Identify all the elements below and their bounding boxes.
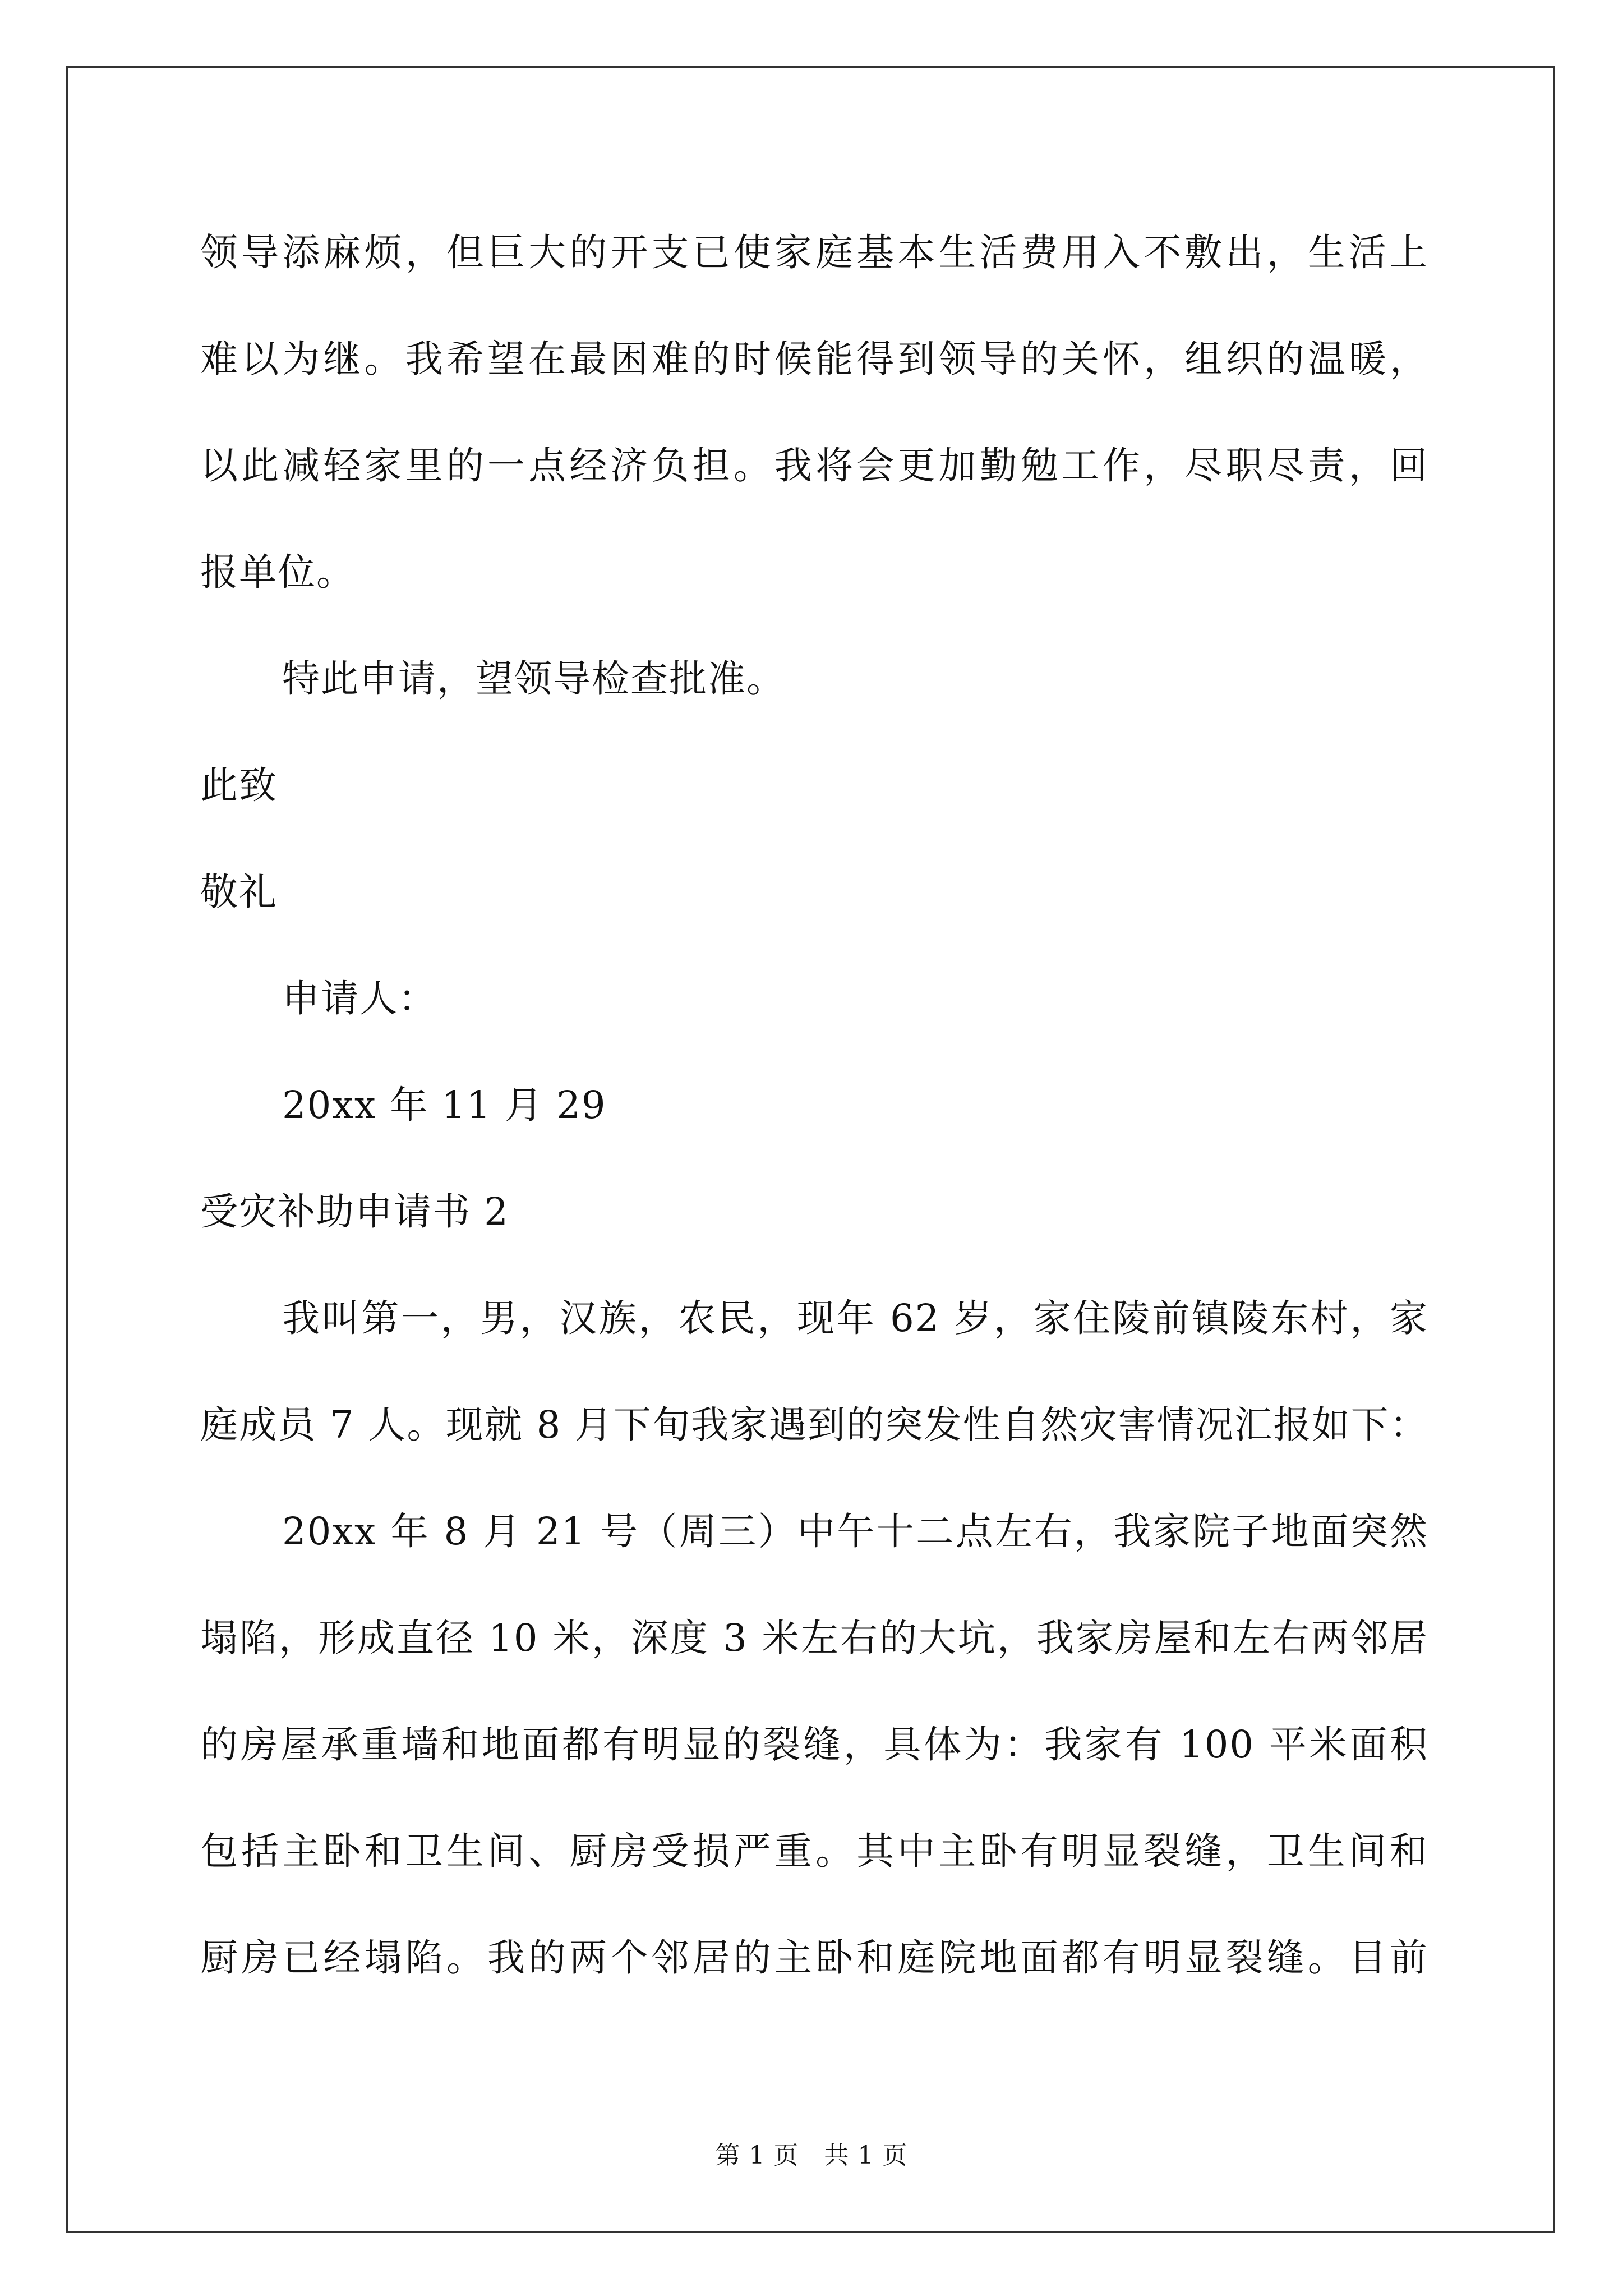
body-line-16: 包括主卧和卫生间、厨房受损严重。其中主卧有明显裂缝，卫生间和 xyxy=(200,1829,1428,1873)
body-line-17: 厨房已经塌陷。我的两个邻居的主卧和庭院地面都有明显裂缝。目前 xyxy=(200,1936,1428,1980)
body-line-13: 20xx 年 8 月 21 号（周三）中午十二点左右，我家院子地面突然 xyxy=(282,1510,1428,1553)
body-line-1: 领导添麻烦，但巨大的开支已使家庭基本生活费用入不敷出，生活上 xyxy=(200,231,1428,274)
body-line-14: 塌陷，形成直径 10 米，深度 3 米左右的大坑，我家房屋和左右两邻居 xyxy=(200,1616,1428,1660)
page-border xyxy=(66,66,1555,2233)
date-line: 20xx 年 11 月 29 xyxy=(282,1083,607,1127)
body-line-4: 报单位。 xyxy=(200,550,355,594)
request-closing-line: 特此申请，望领导检查批准。 xyxy=(282,657,785,701)
body-line-3: 以此减轻家里的一点经济负担。我将会更加勤勉工作，尽职尽责，回 xyxy=(200,444,1428,487)
section-heading: 受灾补助申请书 2 xyxy=(200,1190,509,1234)
page-footer: 第 1 页 共 1 页 xyxy=(715,2141,908,2170)
applicant-label: 申请人： xyxy=(282,977,437,1020)
body-line-12: 庭成员 7 人。现就 8 月下旬我家遇到的突发性自然灾害情况汇报如下： xyxy=(200,1403,1428,1447)
regards-line: 敬礼 xyxy=(200,870,278,914)
body-line-11: 我叫第一，男，汉族，农民，现年 62 岁，家住陵前镇陵东村，家 xyxy=(282,1296,1428,1340)
body-line-2: 难以为继。我希望在最困难的时候能得到领导的关怀，组织的温暖， xyxy=(200,337,1428,381)
salutation-line: 此致 xyxy=(200,763,278,807)
body-line-15: 的房屋承重墙和地面都有明显的裂缝，具体为：我家有 100 平米面积 xyxy=(200,1723,1428,1766)
